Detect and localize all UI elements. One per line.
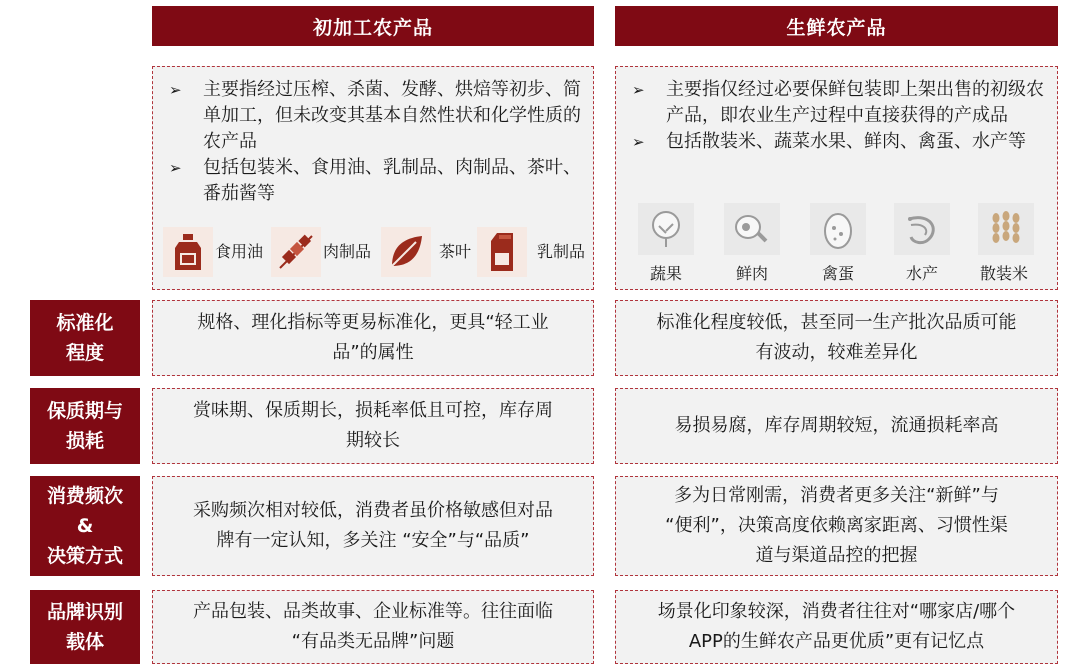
icon-label-egg: 禽蛋 bbox=[822, 264, 855, 283]
icon-label-fresh-meat: 鲜肉 bbox=[736, 264, 769, 283]
icon-label-tea: 茶叶 bbox=[439, 242, 472, 261]
row-label-consumption: 消费频次 & 决策方式 bbox=[30, 476, 140, 576]
row-label-shelf-life: 保质期与 损耗 bbox=[30, 388, 140, 464]
meat-leg-icon bbox=[724, 203, 780, 255]
bullet-marker-icon: ➢ bbox=[632, 133, 645, 151]
icon-label-aquatic: 水产 bbox=[906, 264, 939, 283]
row-brand-fresh: 场景化印象较深，消费者往往对“哪家店/哪个 APP的生鲜农产品更优质”更有记忆点 bbox=[615, 590, 1058, 664]
leaf-icon bbox=[381, 227, 431, 277]
milk-carton-icon bbox=[477, 227, 527, 277]
fresh-bullet-1: ➢ 主要指仅经过必要保鲜包装即上架出售的初级农产品，即农业生产过程中直接获得的产成品 bbox=[630, 77, 1049, 129]
icon-label-oil: 食用油 bbox=[215, 242, 264, 261]
icon-label-meat-product: 肉制品 bbox=[323, 242, 372, 261]
row-standardization-processed: 规格、理化指标等更易标准化，更具“轻工业 品”的属性 bbox=[152, 300, 594, 376]
icon-label-dairy: 乳制品 bbox=[537, 242, 586, 261]
row-shelf-life-processed: 赏味期、保质期长，损耗率低且可控，库存周 期较长 bbox=[152, 388, 594, 464]
icon-label-bulk-rice: 散装米 bbox=[980, 264, 1029, 283]
oil-bottle-icon bbox=[163, 227, 213, 277]
processed-bullet-1: ➢ 主要指经过压榨、杀菌、发酵、烘焙等初步、简单加工，但未改变其基本自然性状和化学性质的农产品 bbox=[167, 77, 585, 155]
fresh-bullet-2: ➢ 包括散装米、蔬菜水果、鲜肉、禽蛋、水产等 bbox=[630, 129, 1049, 155]
icon-label-vegetable: 蔬果 bbox=[650, 264, 683, 283]
header-fresh: 生鲜农产品 bbox=[615, 6, 1058, 46]
processed-bullet-2: ➢ 包括包装米、食用油、乳制品、肉制品、茶叶、番茄酱等 bbox=[167, 155, 585, 207]
wheat-icon bbox=[978, 203, 1034, 255]
shrimp-icon bbox=[894, 203, 950, 255]
skewer-icon bbox=[271, 227, 321, 277]
vegetable-icon bbox=[638, 203, 694, 255]
row-consumption-processed: 采购频次相对较低，消费者虽价格敏感但对品 牌有一定认知，多关注 “安全”与“品质” bbox=[152, 476, 594, 576]
header-processed: 初加工农产品 bbox=[152, 6, 594, 46]
row-label-standardization: 标准化 程度 bbox=[30, 300, 140, 376]
bullet-marker-icon: ➢ bbox=[169, 81, 182, 99]
processed-desc-box bbox=[152, 66, 594, 290]
fresh-desc-box bbox=[615, 66, 1058, 290]
row-consumption-fresh: 多为日常刚需，消费者更多关注“新鲜”与 “便利”，决策高度依赖离家距离、习惯性渠 道与渠道品控的把握 bbox=[615, 476, 1058, 576]
row-brand-processed: 产品包装、品类故事、企业标准等。往往面临 “有品类无品牌”问题 bbox=[152, 590, 594, 664]
bullet-marker-icon: ➢ bbox=[169, 159, 182, 177]
row-standardization-fresh: 标准化程度较低，甚至同一生产批次品质可能 有波动，较难差异化 bbox=[615, 300, 1058, 376]
egg-icon bbox=[810, 203, 866, 255]
bullet-marker-icon: ➢ bbox=[632, 81, 645, 99]
row-label-brand: 品牌识别 载体 bbox=[30, 590, 140, 664]
row-shelf-life-fresh: 易损易腐，库存周期较短，流通损耗率高 bbox=[615, 388, 1058, 464]
